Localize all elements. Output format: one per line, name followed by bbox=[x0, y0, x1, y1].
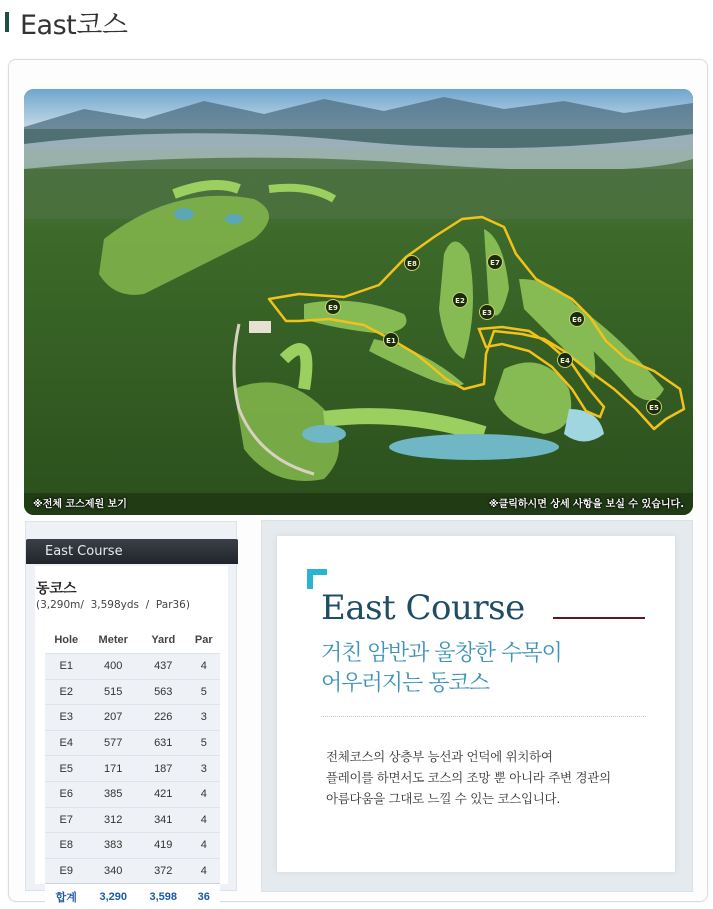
corner-bracket-icon bbox=[307, 569, 327, 589]
par-cell: 3 bbox=[188, 705, 220, 731]
meter-cell: 171 bbox=[87, 756, 139, 782]
yard-cell: 419 bbox=[139, 833, 188, 859]
total-meter: 3,290 bbox=[87, 884, 139, 909]
total-yard: 3,598 bbox=[139, 884, 188, 909]
table-row bbox=[45, 807, 220, 833]
column-header: Meter bbox=[98, 634, 128, 646]
yard-cell: 341 bbox=[139, 807, 188, 833]
yard-cell: 187 bbox=[139, 756, 188, 782]
column-header: Hole bbox=[54, 634, 79, 646]
hole-marker-e8[interactable]: E8 bbox=[404, 255, 420, 271]
table-row bbox=[45, 679, 220, 705]
description-card bbox=[277, 536, 675, 872]
par-cell: 4 bbox=[188, 807, 220, 833]
page-title: East코스 bbox=[20, 10, 128, 41]
total-row bbox=[45, 884, 220, 909]
par-cell: 4 bbox=[188, 833, 220, 859]
table-header-row bbox=[45, 627, 220, 654]
meter-cell: 207 bbox=[87, 705, 139, 731]
meter-cell: 515 bbox=[87, 679, 139, 705]
par-cell: 4 bbox=[188, 858, 220, 884]
hole-marker-e7[interactable]: E7 bbox=[487, 254, 503, 270]
table-row bbox=[45, 730, 220, 756]
table-row bbox=[45, 654, 220, 680]
hole-cell: E4 bbox=[45, 730, 87, 756]
par-cell: 5 bbox=[188, 679, 220, 705]
hole-marker-e1[interactable]: E1 bbox=[383, 332, 399, 348]
title-bar bbox=[0, 0, 713, 44]
total-label: 합계 bbox=[45, 884, 87, 909]
course-map-image[interactable] bbox=[24, 89, 693, 515]
hole-cell: E8 bbox=[45, 833, 87, 859]
par-cell: 5 bbox=[188, 730, 220, 756]
course-spec: (3,290m/ 3,598yds / Par36) bbox=[36, 599, 190, 611]
course-aerial-illustration bbox=[24, 89, 693, 515]
scorecard-header: East Course bbox=[26, 539, 238, 564]
hole-marker-e6[interactable]: E6 bbox=[569, 311, 585, 327]
description-subtitle bbox=[321, 639, 651, 699]
description-title: East Course bbox=[321, 588, 525, 628]
yard-cell: 563 bbox=[139, 679, 188, 705]
par-cell: 4 bbox=[188, 781, 220, 807]
hole-cell: E2 bbox=[45, 679, 87, 705]
map-click-hint: ※클릭하시면 상세 사항을 보실 수 있습니다. bbox=[488, 499, 684, 510]
title-marker bbox=[5, 12, 9, 32]
full-course-spec-link[interactable]: ※전체 코스제원 보기 bbox=[33, 499, 127, 510]
meter-cell: 312 bbox=[87, 807, 139, 833]
table-row bbox=[45, 833, 220, 859]
yard-cell: 631 bbox=[139, 730, 188, 756]
hole-marker-e4[interactable]: E4 bbox=[557, 352, 573, 368]
yard-cell: 437 bbox=[139, 654, 188, 680]
yard-cell: 226 bbox=[139, 705, 188, 731]
yard-cell: 421 bbox=[139, 781, 188, 807]
par-cell: 4 bbox=[188, 654, 220, 680]
hole-cell: E9 bbox=[45, 858, 87, 884]
subtitle-line: 거친 암반과 울창한 수목이 bbox=[321, 641, 562, 666]
hole-cell: E6 bbox=[45, 781, 87, 807]
total-par: 36 bbox=[188, 884, 220, 909]
par-cell: 3 bbox=[188, 756, 220, 782]
hole-marker-e5[interactable]: E5 bbox=[646, 399, 662, 415]
table-row bbox=[45, 858, 220, 884]
meter-cell: 385 bbox=[87, 781, 139, 807]
body-line: 전체코스의 상층부 능선과 언덕에 위치하여 bbox=[326, 749, 553, 764]
yard-cell: 372 bbox=[139, 858, 188, 884]
hole-marker-e9[interactable]: E9 bbox=[325, 299, 341, 315]
hole-marker-e2[interactable]: E2 bbox=[452, 292, 468, 308]
subtitle-line: 어우러지는 동코스 bbox=[321, 671, 490, 696]
hole-cell: E5 bbox=[45, 756, 87, 782]
meter-cell: 340 bbox=[87, 858, 139, 884]
meter-cell: 383 bbox=[87, 833, 139, 859]
table-row bbox=[45, 756, 220, 782]
table-row bbox=[45, 705, 220, 731]
column-header: Yard bbox=[151, 634, 176, 646]
hole-cell: E7 bbox=[45, 807, 87, 833]
title-underline bbox=[553, 617, 645, 619]
scorecard-panel bbox=[25, 521, 237, 904]
hole-cell: E3 bbox=[45, 705, 87, 731]
body-line: 아름다움을 그대로 느낄 수 있는 코스입니다. bbox=[326, 791, 560, 806]
column-header: Par bbox=[194, 634, 213, 646]
meter-cell: 400 bbox=[87, 654, 139, 680]
meter-cell: 577 bbox=[87, 730, 139, 756]
table-row bbox=[45, 781, 220, 807]
course-name: 동코스 bbox=[36, 581, 77, 597]
dotted-divider bbox=[321, 716, 646, 717]
description-body bbox=[326, 746, 656, 809]
hole-cell: E1 bbox=[45, 654, 87, 680]
body-line: 플레이를 하면서도 코스의 조망 뿐 아니라 주변 경관의 bbox=[326, 770, 611, 785]
description-panel bbox=[261, 520, 693, 892]
hole-marker-e3[interactable]: E3 bbox=[479, 304, 495, 320]
hole-table bbox=[45, 627, 220, 909]
